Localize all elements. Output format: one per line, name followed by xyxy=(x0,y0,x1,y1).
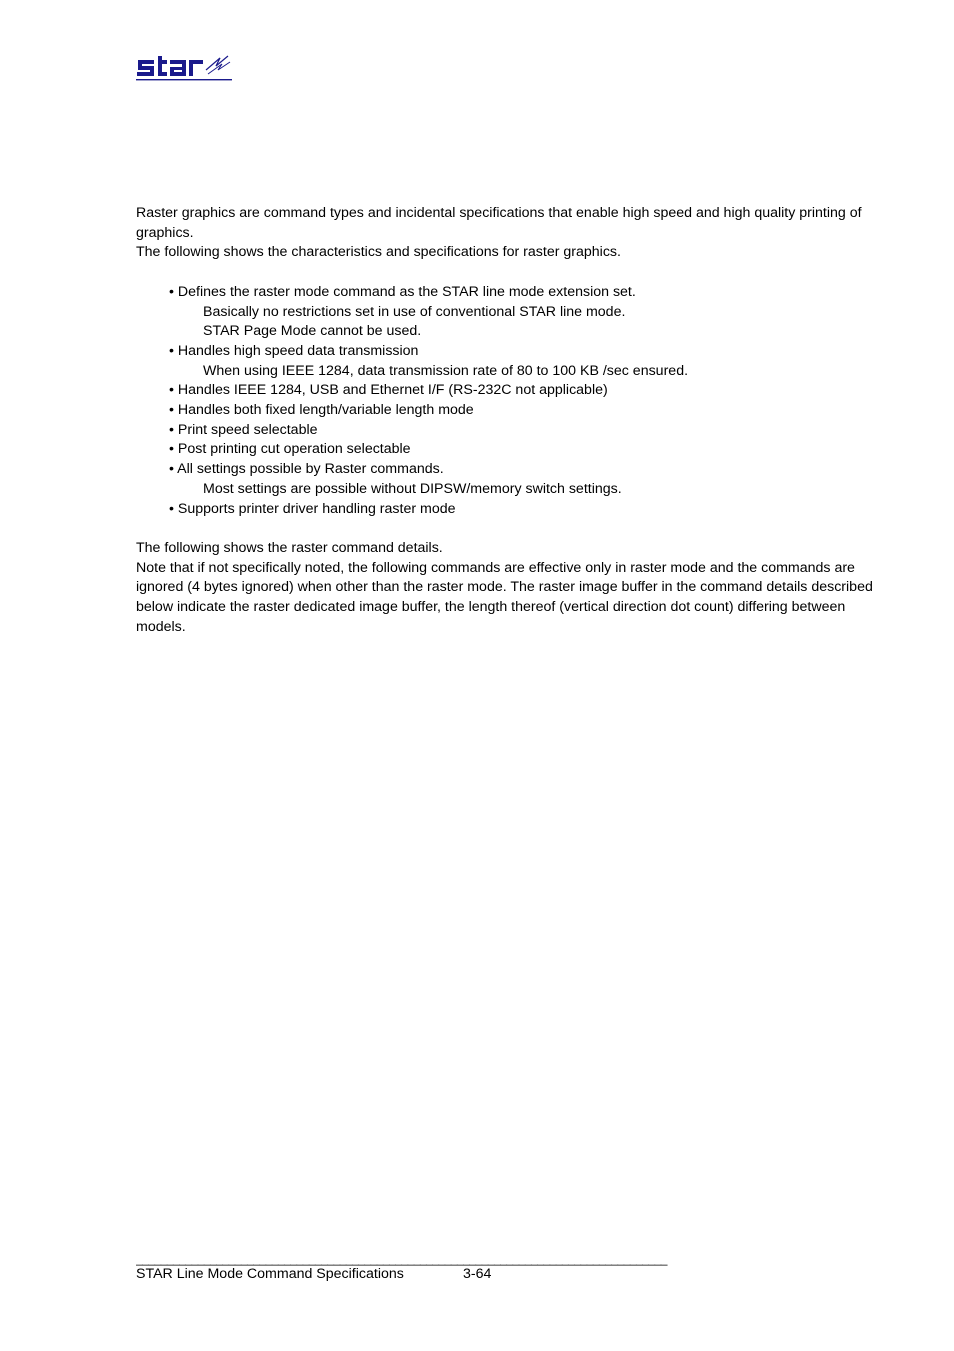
feature-item: • Supports printer driver handling raster mode xyxy=(169,500,456,517)
star-logo-icon xyxy=(136,52,232,84)
feature-note: STAR Page Mode cannot be used. xyxy=(203,323,422,340)
intro-sentence: The following shows the characteristics and specifications for raster graphics. xyxy=(136,244,621,261)
intro-paragraph: Raster graphics are command types and incidental specifications that enable high speed and high quality printing of graphics. xyxy=(136,205,862,241)
footer-title: STAR Line Mode Command Specifications xyxy=(136,1266,404,1282)
feature-item: • Handles high speed data transmission xyxy=(169,342,419,359)
feature-note: Most settings are possible without DIPSW/memory switch settings. xyxy=(203,480,622,497)
feature-item: • All settings possible by Raster commands. xyxy=(169,461,444,478)
page-number: 3-64 xyxy=(463,1266,492,1282)
document-body xyxy=(136,204,896,637)
feature-note: When using IEEE 1284, data transmission rate of 80 to 100 KB /sec ensured. xyxy=(203,362,689,379)
footer-rule: ______________________________________________________________________________________ xyxy=(136,1252,667,1266)
feature-item: • Handles IEEE 1284, USB and Ethernet I/F (RS-232C not applicable) xyxy=(169,382,608,399)
star-logo xyxy=(136,52,232,84)
feature-note: Basically no restrictions set in use of conventional STAR line mode. xyxy=(203,303,626,320)
details-intro: The following shows the raster command details. xyxy=(136,539,443,556)
feature-item: • Handles both fixed length/variable length mode xyxy=(169,402,474,419)
feature-item: • Defines the raster mode command as the STAR line mode extension set. xyxy=(169,283,636,300)
feature-item: • Print speed selectable xyxy=(169,421,318,438)
details-note: Note that if not specifically noted, the following commands are effective only in raster mode and the commands are ignored (4 bytes ignored) when other than the raster mode. The raster image buffer in the command details described below indicate the raster dedicated image buffer, the length thereof (vertical direction dot count) differing between models. xyxy=(136,559,873,635)
feature-item: • Post printing cut operation selectable xyxy=(169,441,411,458)
